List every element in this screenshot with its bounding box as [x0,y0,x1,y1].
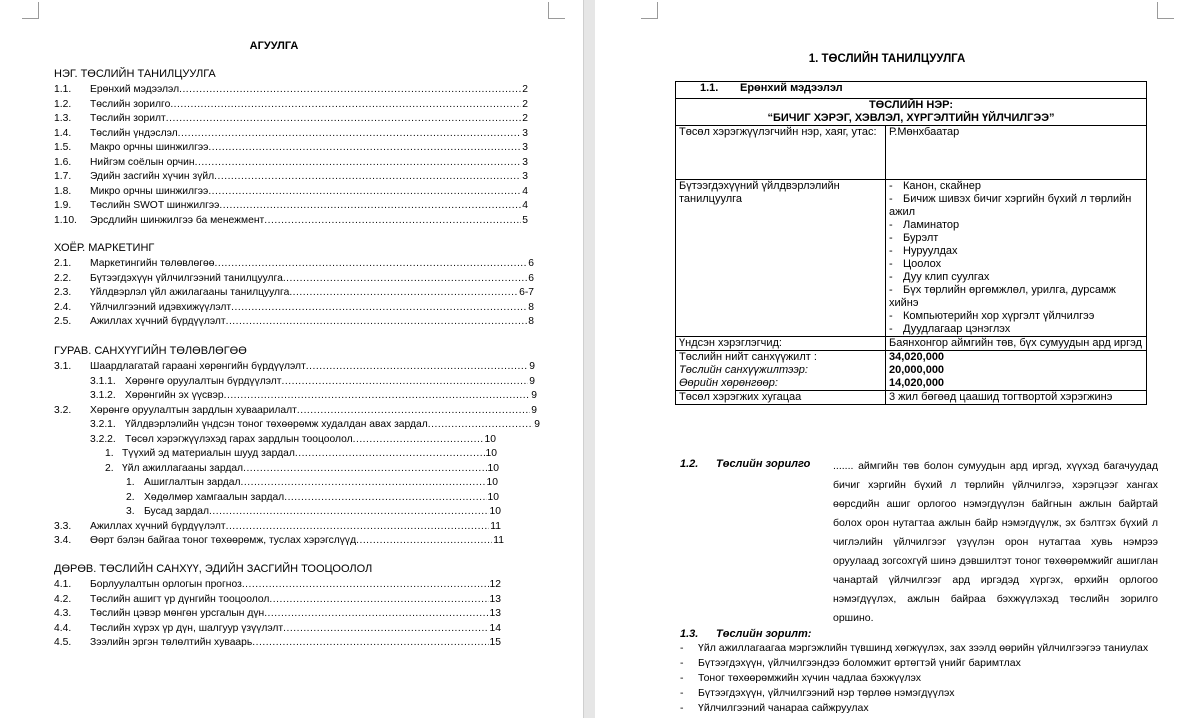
toc-entry-text: Үйл ажиллагааны зардал [122,462,244,474]
toc-entry-page: 9 [529,361,535,372]
period-value: 3 жил бөгөөд цаашид тогтвортой хэрэгжинэ [886,391,1147,405]
toc-entry[interactable] [54,214,528,228]
toc-entry-number: 3.1.2. [90,390,116,401]
toc-section-title: НЭГ. ТӨСЛИЙН ТАНИЛЦУУЛГА [54,68,216,80]
objectives-heading: 1.3. Төслийн зорилт: [680,628,812,640]
product-list [889,180,1143,336]
toc-entry-text: Өөрт бэлэн байгаа тоног төхөөрөмж, туслах хэрэгслүүд [90,535,357,546]
toc-entry-number: 4.5. [54,637,72,648]
toc-entry-page: 10 [489,506,501,517]
toc-entry[interactable] [54,534,504,548]
toc-leader-dots [284,491,486,505]
toc-entry-number: 3.1.1. [90,375,116,387]
toc-entry-text: Макро орчны шинжилгээ [90,142,209,153]
toc-entry-page: 5 [522,214,528,226]
toc-entry-text: Хөдөлмөр хамгаалын зардал [144,491,285,503]
goal-paragraph: ....... аймгийн төв болон сумуудын ард иргэд, хүүхэд багачуудад бичиг хэргийн бүхий л төрлийн үйлчилгээ, хэрэгцээг хангах өөрсдийн ашиг орлогоо нэмэгдүүлэн байгнын ажлын байртай болох орон нутагтаа ажлын байр нэмэгдүүлж, эх бэлтгэх бүхий л чиглэлийн үйлчилгээг үзүүлэн орон нутагтаа хувь нэмрээ оруулаад зогсохгүй шинэ дэвшилтэт тоног төхөөрөмжийг ашиглан чанартай үйлчилгээг ард иргэдэд хүргэх, өрхийн орлогоо нэмэгдүүлэх, ажлын байраа бэхжүүлэхэд төслийн зорилго оршино. [833,460,1158,624]
product-item: - Канон, скайнер [889,180,982,192]
product-item: - Цоолох [889,258,942,270]
toc-leader-dots [178,127,522,141]
implementer-label: Төсөл хэрэгжүүлэгчийн нэр, хаяг, утас: [676,126,886,180]
toc-entry-page: 12 [489,579,501,590]
toc-leader-dots [428,418,534,432]
toc-entry-text: Шаардлагатай гараанi хөрөнгийн бүрдүүлэлт [90,361,306,372]
toc-entry-page: 11 [490,520,501,532]
toc-entry-number: 1.8. [54,185,72,197]
toc-entry-text: Төслийн цэвэр мөнгөн урсгалын дүн [90,608,265,619]
toc-leader-dots [170,98,521,112]
toc-leader-dots [208,185,521,199]
toc-entry[interactable] [54,404,537,418]
toc-leader-dots [269,593,488,607]
toc-entry-number: 1.4. [54,127,72,139]
toc-entry-number: 3.1. [54,361,72,372]
toc-entry-text: Түүхий эд материалын шууд зардал [122,448,295,459]
toc-entry-text: Хөрөнгө оруулалтын зардлын хуваарилалт [90,404,297,416]
toc-entry-page: 3 [522,142,528,153]
toc-entry[interactable] [54,127,528,141]
toc-entry-number: 4.1. [54,579,72,590]
toc-entry[interactable] [54,257,534,271]
toc-entry-text: Хөрөнгийн эх үүсвэр [125,390,224,401]
toc-leader-dots [243,462,486,476]
objective-item: - Үйл ажиллагаагаа мэргэжлийн түвшинд хөгжүүлэх, зах зээлд өөрийн үйлчилгээгээ таниулах [680,642,1149,654]
toc-entry-page: 4 [522,200,528,211]
implementer-value: Р.Мөнхбаатар [886,126,1147,180]
toc-entry-page: 14 [489,622,501,634]
toc-leader-dots [224,389,531,403]
toc-entry-number: 2. [105,462,114,474]
toc-entry-text: Эдийн засгийн хүчин зүйл [90,171,215,182]
general-info-table [675,81,1147,405]
toc-entry-number: 2. [126,491,135,503]
toc-entry[interactable] [54,272,534,286]
toc-entry-page: 9 [531,404,537,416]
toc-entry-page: 8 [528,316,534,327]
customer-value: Баянхонгор аймгийн төв, бүх сумуудын ард иргэд [886,337,1147,351]
product-item: - Бурэлт [889,232,939,244]
toc-leader-dots [208,141,521,155]
product-item: - Нуруулдах [889,245,958,257]
toc-entry-number: 1.7. [54,171,72,182]
toc-leader-dots [252,636,488,650]
product-item: - Дуу клип суулгах [889,271,990,283]
toc-entry-text: Борлуулалтын орлогын прогноз [90,579,242,590]
toc-entry-page: 13 [489,608,501,619]
toc-entry-number: 3.3. [54,520,72,532]
customer-label: Үндсэн хэрэглэгчид: [676,337,886,351]
toc-entry[interactable] [126,491,499,505]
toc-title: АГУУЛГА [249,40,299,52]
toc-page [0,0,583,718]
toc-entry-page: 10 [486,477,498,488]
toc-leader-dots [179,83,521,97]
toc-entry-text: Ажиллах хүчний бүрдүүлэлт [90,520,226,532]
toc-entry-number: 1.3. [54,113,72,124]
toc-entry-number: 1.9. [54,200,72,211]
toc-entry[interactable] [54,112,528,126]
toc-entry-number: 1.2. [54,98,72,110]
crop-mark [548,2,565,19]
toc-entry-text: Төслийн хүрэх үр дүн, шалгуур үзүүлэлт [90,622,284,634]
toc-entry[interactable] [54,360,535,374]
toc-leader-dots [264,607,488,621]
toc-entry[interactable] [54,315,534,329]
budget-values: 34,020,000 20,000,000 14,020,000 [886,351,1147,391]
toc-entry[interactable] [54,83,528,97]
toc-entry[interactable] [54,607,501,621]
toc-entry-text: Үйлдвэрлэлийн үндсэн тоног төхөөрөмж худалдан авах зардал [125,419,428,430]
toc-leader-dots [295,447,485,461]
toc-entry-page: 15 [489,637,501,648]
toc-leader-dots [264,214,521,228]
toc-leader-dots [242,578,489,592]
toc-entry-text: Төслийн зорилт [90,113,166,124]
toc-entry-text: Нийгэм соёлын орчин [90,156,195,168]
toc-entry-page: 6 [528,272,534,284]
table-heading: 1.1. Ерөнхий мэдээлэл [676,82,1147,99]
toc-leader-dots [283,622,488,636]
crop-mark [641,2,658,19]
toc-entry-text: Үйлчилгээний идэвхижүүлэлт [90,301,232,313]
content-page [595,0,1179,718]
toc-entry-number: 2.4. [54,301,72,313]
toc-entry-number: 1.5. [54,142,72,153]
toc-entry-text: Төслийн зорилго [90,98,171,110]
toc-entry[interactable] [54,636,501,650]
toc-entry-page: 3 [522,127,528,139]
crop-mark [1157,2,1174,19]
toc-entry-text: Бүтээгдэхүүн үйлчилгээний танилцуулга [90,272,283,284]
toc-entry-page: 9 [531,390,537,401]
toc-entry-number: 1. [105,448,114,459]
toc-leader-dots [166,112,522,126]
toc-entry[interactable] [105,462,499,476]
toc-entry-text: Үйлдвэрлэл үйл ажилагааны танилцуулга [90,287,290,298]
goal-heading: 1.2. Төслийн зорилго [680,458,811,470]
toc-entry-page: 4 [522,185,528,197]
toc-entry-number: 2.3. [54,287,72,298]
toc-entry[interactable] [105,447,497,461]
toc-entry-number: 3.2.1. [90,419,116,430]
toc-leader-dots [226,315,528,329]
toc-entry-number: 3.2.2. [90,433,116,445]
toc-entry-number: 2.2. [54,272,72,284]
toc-entry-number: 1.10. [54,214,77,226]
toc-entry-text: Төсөл хэрэгжүүлэхэд гарах зардлын тооцоолол [125,433,353,445]
toc-leader-dots [209,505,489,519]
toc-entry-text: Эрсдлийн шинжилгээ ба менежмент [90,214,265,226]
toc-entry[interactable] [54,141,528,155]
toc-leader-dots [289,286,518,300]
toc-entry-text: Ашиглалтын зардал [144,477,241,488]
toc-entry-page: 11 [493,535,504,546]
toc-section-title: ГУРАВ. САНХҮҮГИЙН ТӨЛӨВЛӨГӨӨ [54,345,247,357]
product-item: - Компьютерийн хор хүргэлт үйлчилгээ [889,310,1095,322]
toc-entry-text: Бусад зардал [144,506,209,517]
toc-entry[interactable] [90,418,540,432]
toc-leader-dots [241,476,486,490]
toc-entry-number: 2.1. [54,258,72,269]
toc-entry[interactable] [54,199,528,213]
toc-entry-text: Зээлийн эргэн төлөлтийн хуваарь [90,637,253,648]
toc-entry-page: 13 [489,593,501,605]
budget-labels: Төслийн нийт санхүүжилт : Төслийн санхүүжилтээр: Өөрийн хөрөнгөөр: [676,351,886,391]
toc-entry-page: 2 [522,84,528,95]
toc-entry-number: 2.5. [54,316,72,327]
toc-entry-text: Ажиллах хүчний бүрдүүлэлт [90,316,226,327]
crop-mark [22,2,39,19]
toc-entry-page: 10 [487,491,499,503]
toc-entry[interactable] [126,476,498,490]
toc-entry-page: 2 [522,98,528,110]
toc-entry-text: Төслийн ашигт үр дүнгийн тооцоолол [90,593,270,605]
toc-entry[interactable] [54,520,501,534]
toc-entry-number: 3.2. [54,404,72,416]
toc-entry-text: Төслийн SWOT шинжилгээ [90,200,220,211]
toc-entry[interactable] [54,593,501,607]
toc-entry[interactable] [90,375,535,389]
toc-entry-page: 9 [529,375,535,387]
toc-entry[interactable] [54,170,528,184]
toc-entry[interactable] [54,622,501,636]
toc-entry-number: 4.4. [54,622,72,634]
product-item: - Дуудлагаар цэнэглэх [889,323,1011,335]
period-label: Төсөл хэрэгжих хугацаа [676,391,886,405]
toc-entry-page: 2 [522,113,528,124]
product-item: - Бичиж шивэх бичиг хэргийн бүхий л төрлийн ажил [889,193,1132,218]
chapter-heading: 1. ТӨСЛИЙН ТАНИЛЦУУЛГА [808,53,966,65]
toc-leader-dots [231,301,527,315]
objective-item: - Үйлчилгээний чанараа сайжруулах [680,702,869,714]
toc-entry-number: 4.2. [54,593,72,605]
toc-entry[interactable] [54,578,501,592]
product-item: - Бүх төрлийн өргөмжлөл, урилга, дурсамж хийнэ [889,284,1116,309]
objective-item: - Бүтээгдэхүүн, үйлчилгээндээ боломжит өртөгтэй үнийг баримтлах [680,657,1021,669]
toc-entry[interactable] [54,286,534,300]
toc-entry[interactable] [54,156,528,170]
product-item: - Ламинатор [889,219,960,231]
toc-entry-number: 1.6. [54,156,72,168]
toc-leader-dots [226,520,490,534]
objective-item: - Бүтээгдэхүүн, үйлчилгээний нэр төрлөө нэмэгдүүлэх [680,687,955,699]
toc-entry-number: 3.4. [54,535,72,546]
toc-entry[interactable] [90,389,537,403]
toc-entry-page: 3 [522,171,528,182]
project-name-cell: ТӨСЛИЙН НЭР: “БИЧИГ ХЭРЭГ, ХЭВЛЭЛ, ХҮРГЭЛТИЙН ҮЙЛЧИЛГЭЭ” [676,99,1147,126]
toc-entry-page: 10 [487,462,499,474]
toc-entry[interactable] [126,505,501,519]
toc-leader-dots [356,534,492,548]
toc-leader-dots [282,375,529,389]
toc-leader-dots [214,257,527,271]
toc-entry-page: 10 [485,448,497,459]
toc-entry[interactable] [54,301,534,315]
toc-entry-text: Төслийн үндэслэл [90,127,178,139]
toc-entry-number: 3. [126,506,135,517]
toc-entry-number: 1.1. [54,84,72,95]
toc-entry-text: Микро орчны шинжилгээ [90,185,209,197]
toc-entry-number: 1. [126,477,135,488]
toc-entry-page: 9 [534,419,540,430]
toc-entry-text: Маркетингийн төлөвлөгөө [90,258,215,269]
toc-entry-number: 4.3. [54,608,72,619]
toc-section-title: ДӨРӨВ. ТӨСЛИЙН САНХҮҮ, ЭДИЙН ЗАСГИЙН ТООЦООЛОЛ [54,563,373,575]
toc-entry-page: 8 [528,301,534,313]
toc-entry-page: 3 [522,156,528,168]
toc-leader-dots [214,170,521,184]
toc-entry[interactable] [54,185,528,199]
objective-item: - Тоног төхөөрөмжийн хүчин чадлаа бэхжүүлэх [680,672,922,684]
toc-entry[interactable] [90,433,496,447]
toc-leader-dots [283,272,527,286]
toc-entry-text: Ерөнхий мэдээлэл [90,84,180,95]
toc-entry-page: 6-7 [519,287,534,298]
objectives-list [680,641,1158,716]
products-cell [886,180,1147,337]
toc-leader-dots [219,199,521,213]
toc-leader-dots [297,404,530,418]
toc-entry-page: 6 [528,258,534,269]
toc-entry[interactable] [54,98,528,112]
products-label: Бүтээгдэхүүний үйлдвэрлэлийн танилцуулга [676,180,886,337]
toc-entry-page: 10 [484,433,496,445]
toc-entry-text: Хөрөнгө оруулалтын бүрдүүлэлт [125,375,282,387]
toc-leader-dots [353,433,484,447]
toc-leader-dots [195,156,522,170]
toc-leader-dots [306,360,528,374]
toc-section-title: ХОЁР. МАРКЕТИНГ [54,242,155,254]
